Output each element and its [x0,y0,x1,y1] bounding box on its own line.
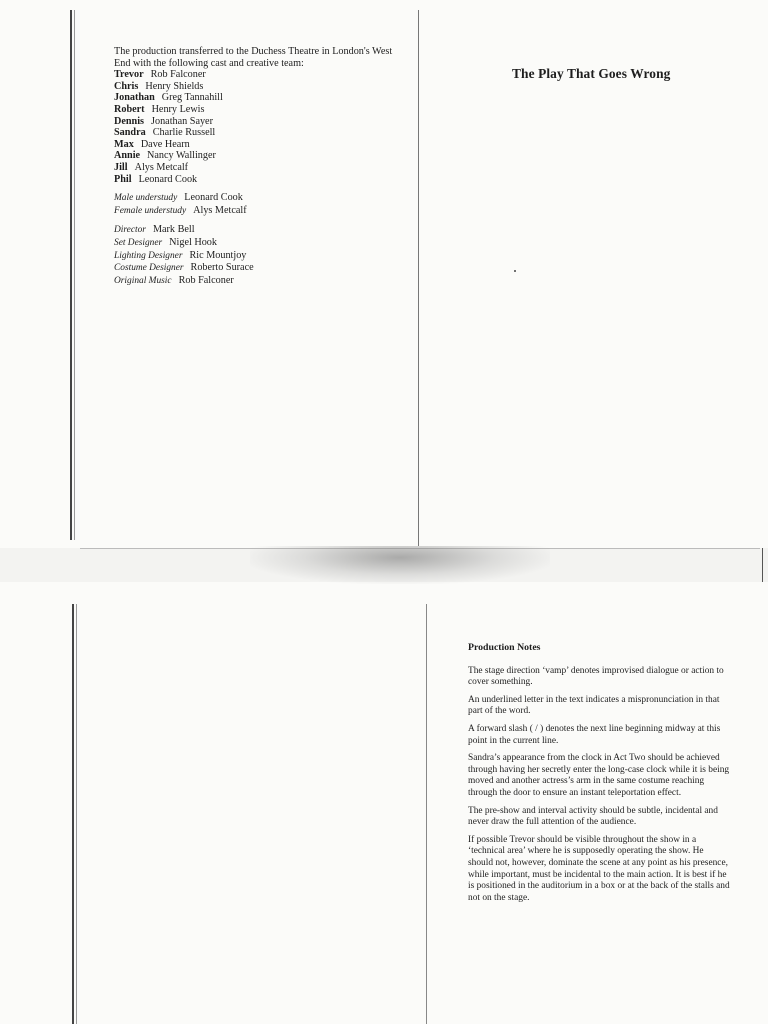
person-name: Rob Falconer [150,69,206,81]
cast-row [114,92,404,104]
lower-left-page-edge-shadow [76,604,77,1024]
right-edge-mark [762,548,763,582]
understudy-list [114,192,404,217]
person-name: Charlie Russell [152,127,216,139]
role-label: Director [114,225,146,236]
notes-heading: Production Notes [468,642,541,653]
title-page [418,0,768,548]
role-label: Set Designer [114,237,163,248]
creative-list [114,224,404,287]
role-label: Chris [114,80,139,92]
creative-row [114,275,404,288]
person-name: Ric Mountjoy [189,249,247,261]
role-label: Female understudy [114,205,187,216]
note-paragraph: A forward slash ( / ) denotes the next line beginning midway at this point in the current line. [468,723,721,746]
cast-row [114,69,404,81]
creative-row [114,224,404,237]
person-name: Henry Lewis [151,103,205,115]
cast-row [114,150,404,162]
person-name: Jonathan Sayer [151,115,213,127]
play-title: The Play That Goes Wrong [512,66,671,81]
role-label: Dennis [114,115,145,127]
person-name: Alys Metcalf [193,204,247,216]
role-label: Phil [114,173,132,185]
role-label: Costume Designer [114,263,184,274]
person-name: Alys Metcalf [134,161,189,173]
cast-row [114,104,404,116]
cast-intro: The production transferred to the Duchess Theatre in London's West End with the following cast and creative team: [114,46,393,69]
bottom-gutter [426,604,427,1024]
person-name: Leonard Cook [138,173,198,185]
blank-page [0,582,426,1024]
speck [514,270,516,272]
note-paragraph: Sandra’s appearance from the clock in Act Two should be achieved through having her secretly enter the long-case clock while it is being moved and another actress’s arm in the same costume reaching through the door to ensure an instant teleportation effect. [468,753,730,798]
role-label: Max [114,138,134,150]
person-name: Leonard Cook [184,192,243,204]
top-gutter [418,10,419,546]
role-label: Jill [114,161,128,173]
cast-list [114,69,404,185]
role-label: Male understudy [114,193,178,204]
creative-row [114,262,404,275]
person-name: Nancy Wallinger [147,150,216,162]
creative-row [114,237,404,250]
cast-row [114,162,404,174]
creative-row [114,250,404,263]
cast-block [114,46,404,287]
fold-shadow [250,546,550,584]
person-name: Nigel Hook [169,236,217,248]
notes-body [468,666,730,905]
cast-row [114,139,404,151]
role-label: Original Music [114,275,172,286]
note-paragraph: If possible Trevor should be visible throughout the show in a ‘technical area’ where he is supposedly operating the show. He should not, however, dominate the scene at any point as his presence, while important, must be incidental to the main action. It is best if he is positioned in the auditorium in a box or at the back of the stalls and not on the stage. [468,834,730,903]
cast-row [114,174,404,186]
cast-row [114,116,404,128]
role-label: Robert [114,103,145,115]
role-label: Annie [114,150,141,162]
note-paragraph: The pre-show and interval activity should be subtle, incidental and never draw the full attention of the audience. [468,805,718,828]
role-label: Sandra [114,127,146,139]
understudy-row [114,205,404,218]
role-label: Lighting Designer [114,250,183,261]
left-page-edge [70,10,72,540]
understudy-row [114,192,404,205]
left-page-edge-shadow [74,10,75,540]
person-name: Mark Bell [152,224,195,236]
note-paragraph: The stage direction ‘vamp’ denotes improvised dialogue or action to cover something. [468,665,724,688]
production-notes [468,642,730,910]
role-label: Jonathan [114,92,155,104]
note-paragraph: An underlined letter in the text indicates a mispronunciation in that part of the word. [468,694,720,717]
role-label: Trevor [114,69,144,81]
lower-left-page-edge [72,604,74,1024]
person-name: Greg Tannahill [161,92,223,104]
cast-row [114,127,404,139]
person-name: Dave Hearn [140,138,190,150]
person-name: Rob Falconer [178,274,234,286]
person-name: Henry Shields [145,80,204,92]
cast-row [114,81,404,93]
person-name: Roberto Surace [190,262,254,274]
